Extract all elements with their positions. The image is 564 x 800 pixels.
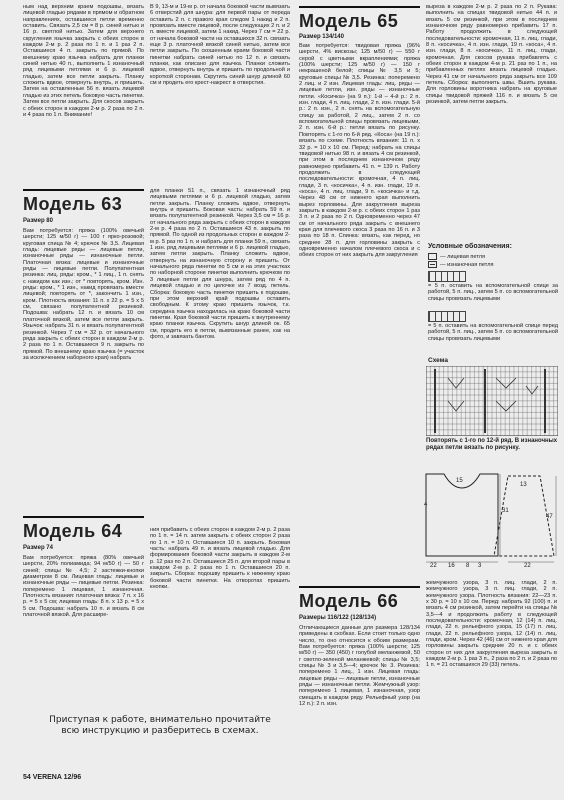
diagram-label-10: 15 [456,478,463,484]
model-66-sizes: Размеры 116/122 (128/134) [299,615,377,621]
schema-title: Схема [428,357,449,364]
diagram-label-3: 8 [466,563,470,568]
model-66-text: Отличающиеся данные для размера 128/134 приведены в скобках. Если стоит только одно число, то оно относится к обоим размерам. Вам потребуется: пряжа (100% шерсти; 125 м/50 г) — 350 (450) г голубой меланжевой, 50 г светло-зеленой меланжевой; спицы № 3,5; спицы № 3 и 3,5—4; крючок № 3. Резинка: поперемено 1 лиц., 1 изн. Лицевая гладь: лицевые ряды — лицевые петли, изнаночные ряды — изнаночные петли. Жемчужный узор: поперемено 1 лицевая, 1 изнаночная, узор смещать в каждом ряду. Рельефный узор (на 12 п.): 2 п. изн. [299,625,420,708]
model-66-rule [299,586,420,588]
model-65-rule [299,6,420,8]
model-65-title: Модель 65 [299,11,399,31]
model-64-title: Модель 64 [23,521,123,541]
diagram-label-2: 16 [448,563,455,568]
model-63-rule [23,189,144,191]
model-65-sizes: Размер 134/140 [299,34,344,40]
legend-row-knit: — лицевая петля [428,253,558,260]
garment-pattern-diagram [420,466,562,568]
diagram-label-7: 47 [546,514,553,520]
model-63-continuation-text: для планки 51 п., связать 1 изнаночный ряд лицевыми петлями и 6 р. лицевой гладью, затем петли закрыть. Планку сложить вдвое, отвернуть внутрь и пришить. Боковая часть: набрать 59 п. и вязать полупатентной резинкой. Через 3,5 см = 16 р. от начального ряда закрыть с обеих сторон в каждом 2-м р. 4 раза по 2 п. Оставшиеся 43 п. закрыть по прямой. По одной из продольных сторон в каждом 2-м р. 5 раз по 1 п. и набрать для планки 59 п., связать 1 изн. ряд лицевыми петлями и 6 р. лицевой гладью, затем петли закрыть. Планку сложить вдвое, отвернуть на изнаночную сторону и пришить. От начального ряда пинетки по 5 см и на этих участках по наборной стороне пинетки выполнить крючком по 3 лицевые петли для шнура, затем ряд по 4 п. лицевой гладью и по целочке из 7 возд. петель. Сборка: боковую часть пинетки пришить к подошве, при этом верхний край подошвы оставить свободным. К этому краю пришить язычок, т.к. середина язычка находилась на краю боковой части пинетки. Края боковой части пришить к внутреннему краю планки язычка. Скрутить шнур длиной ок. 65 см, продеть его в петли, вывязанные ранее, как на фото, и завязать бантом. [150,188,290,340]
cable-left-symbol [428,271,466,282]
diagram-label-1: 22 [430,563,437,568]
model-64-rule [23,516,144,518]
schema-note: Повторять с 1-го по 12-й ряд. В изнаночных рядах петли вязать по рисунку. [426,438,558,451]
diagram-label-8: 4 [424,502,428,508]
page-number: 54 VERENA 12/96 [23,774,82,781]
model-65-text: Вам потребуется: твидовая пряжа (96% шерсти, 4% вискозы; 125 м/50 г) — 550 г серой с цветными вкраплениями; пряжа (100% шерсти; 125 м/50 г) — 150 г некрашеной белой; спицы № 3,5 и 5; круговые спицы № 3,5. Резинка: поперемено 2 лиц. и 2 изн. Лицевая гладь: лиц. ряды — лицевые петли, изн. ряды — изнаночные петли. «Косичка» (на 9 п.): 1-й – 4-й р.: 2 п. изн. глади, 4 п. лиц. глади, 2 п. изн. глади. 5-й р.: 2 п. изн., 2 п. снять на вспомогательную спицу за работой, 2 лиц., затем 2 п. со вспомогательной спицы провязать лицевыми, 2 п. изн. 6-й р.: петли вязать по рисунку. Повторять с 1-го по 6-й ряд. «Коса» (на 19 п.): вязать по схеме. Плотность вязания: 11 п. х 32 р. = 10 х 10 см. Перед: набрать на спицы твидовой нитью 98 п. и вязать 4 см резинкой, при этом в последнем изнаночном ряду равномерно прибавить 41 п. = 139 п. Работу продолжить в следующей последовательности: кромочная, 4 п. лиц. глади, 3 п. «косичка», 4 п. изн. глади, 19 п. «коса», 4 п. лиц. глади, 9 п. «косичка» и т.д. Через 48 см от нижнего края выполнить вырез горловины. Для закругления выреза закрыть в каждом 2-м р. с обеих сторон 1 раз 3 п. и 2 раза по 2 п. Одновременно через 47 см от начального ряда закрыть с внешнего края для плечевого скоса 3 раза по 16 п. и 3 раза по 18 п. Спинка: вязать, как перед, но среднее 28 п. для горловины закрыть с одновременно началом плечевого скоса и с обеих сторон от них закрыть для закругления [299,43,420,259]
model-62-continuation-text-2: В 9, 13-м и 19-м р. от начала боковой части вывязать 6 отверстий для шнура: для первой пары от переда оставить 2 п. с правого края следом 1 накид и 2 п. провязать вместе лицевой, после следующих 2 п. и 2 п. вместе лицевой, затем 1 накид. Через 7 см = 22 р. от начала боковой части на оставшихся 32 п. связать еще 3 р. платочной вязкой синей нитью, затем все петли закрыть. По скошенным краям боковой части пинетки набрать синей нитью по 12 п. и связать планки, как описано для язычка. Планки сложить вдвое, отвернуть внутрь и пришить по продольной и короткой сторонам. Скрутить синий шнур длиной 60 см и продеть его крест-накрест в отверстия. [150,4,290,87]
legend-title: Условные обозначения: [428,243,512,250]
stitch-chart [426,366,558,436]
model-63-sizes: Размер 80 [23,218,53,224]
model-66-continuation-text: жемчужного узора, 3 п. лиц. глади, 2 п. жемчужного узора, 3 п. лиц. глади, 2 п. жемчужного узора. Плотность вязания: 22—23 п. х 30 р. = 10 х 10 см. Перед: набрать 92 (100) п. и вязать 4 см резинкой, затем перейти на спицы № 3,5—4 и продолжить работу в следующей последовательности: кромочная, 12 (14) п. лиц. глади, 22 п. рельефного узора, 15 (17) п. лиц. глади, 22 п. рельефного узора, 12 (14) п. лиц. глади, кром. Через 42 (46) см от нижнего края для горловины закрыть средние 20 п. и с обеих сторон от них для закругления выреза закрыть в каждом 2-м р. 1 раз 3 п., 2 раза по 2 п. и 2 раза по 1 п. = 21 оставшихся 29 (33) петель. [426,580,557,669]
model-65-continuation-text: выреза в каждом 2-м р. 2 раза по 2 п. Рукава: выполнить на спицах твидовой нитью 44 п. и вязать 5 см резинкой, при этом в последнем изнаночном ряду равномерно прибавить 17 п. Работу продолжить в следующей последовательности: кромочная, 11 п. лиц. глади, 8 п. «косичка», 4 п. изн. глади, 19 п. «коса», 4 п. изн. глади, 8 п. «косичка», 11 п. лиц. глади, кромочная. Для скосов рукава прибавлять с обеих сторон в каждом 4-м р. 21 раз по 1 п., на прибавленных петлях вязать лицевой гладью. Через 41 см от начального ряда закрыть все 109 петель. Сборка: выполнить швы. Вшить рукава. Для горловины воротника набрать на круговые спицы твидовой пряжей 116 п. и вязать 5 см резинкой, затем петли закрыть. [426,4,557,106]
model-64-text: Вам потребуется: пряжа (80% овечьей шерсти, 20% полиамида; 94 м/50 г) — 50 г синей; спицы № 4,5; 2 застежки-кнопки диаметром 8 см. Лицевая гладь: лицевые и изнаночные ряды — лицевые петли. Резинка: поперемено 1 лицевая, 1 изнаночная. Плотность вязания: платочная вязка: 7 п. х 16 р. = 5 х 5 см; лицевая гладь: 8 п. х 13 р. = 5 х 5 см. Подошва: набрать 10 п. и вязать 8 см платочной вязкой. Для расшире- [23,555,144,619]
legend-row-cable-right: = 5 п. оставить на вспомогательной спице перед работой, 5 п. лиц., затем 5 п. со вспомогательной спицы провязать лицевыми [428,323,558,342]
diagram-label-9: 13 [520,482,527,488]
diagram-label-5: 22 [524,563,531,568]
purl-stitch-symbol [428,261,437,268]
knit-stitch-symbol [428,253,437,260]
instruction-note: Приступая к работе, внимательно прочитайте всю инструкцию и разберитесь в схемах. [49,715,271,736]
model-66-title: Модель 66 [299,591,399,611]
cable-right-symbol [428,311,466,322]
legend-row-cable-left: = 5 п. оставить на вспомогательной спице за работой, 5 п. лиц., затем 5 п. со вспомогательной спицы провязать лицевыми [428,283,558,302]
model-63-title: Модель 63 [23,194,123,214]
model-64-sizes: Размер 74 [23,545,53,551]
model-64-continuation-text: ния прибавить с обеих сторон в каждом 2-м р. 2 раза по 1 п. = 14 п. затем закрыть с обеих сторон 2 раза по 1 п. = 10 п. Оставшиеся 10 п. закрыть. Боковая часть: набрать 49 п. и вязать лицевой гладью. Для формирования боковой части закрыть в каждом 2-м р. 12 раз по 2 п. Оставшиеся 25 п. для второй пары в каждом 2-м р. 2 раза по 1 п. Оставшиеся 20 п. закрыть. Сборка: подошву пришить к нижнему краю боковой части пинетки. На отворотах пришить кнопки. [150,527,290,591]
legend-row-purl: — изнаночная петля [428,261,558,268]
diagram-label-6: 31 [502,508,509,514]
model-62-continuation-text: ным над верхним краем подошвы, вязать лицевой гладью рядами в прямом и обратном направлениях, оставшиеся петли временно оставить. Связать 2,5 см = 8 р. синей нитью и 16 р. светлой нитью. Затем для верхнего скругления язычка закрыть с обеих сторон в каждом 2-м р. 2 раза по 1 п. и 1 раз 2 п. Оставшиеся 4 п. закрыть по прямой. По внешнему краю язычка набрать для планки синей нитью 40 п., выполнить 1 изнаночный ряд лицевыми петлями и 6 р. лицевой гладью, затем все петли закрыть. Планку сложить вдвое, отвернуть внутрь, и пришить. Затем на оставленные 56 п. вязать лицевой гладью из этих петель боковую часть пинетки. Затем все петли закрыть. Для скосов закрыть с обеих сторон в каждом 2-м р. 2 раза по 2 п. и 4 раза по 1 п. Внимание! [23,4,144,118]
diagram-label-4: 3 [478,563,482,568]
model-63-text: Вам потребуется: пряжа (100% овечьей шерсти; 125 м/50 г) — 100 г ярко-розовой; круговая спица № 4; крючок № 3,5. Лицевая гладь: лицевые ряды — лицевые петли, изнаночные ряды — изнаночные петли. Платочная вязка: лицевые и изнаночные ряды — лицевые петли. Полупатентная резинка: лиц. ряды: кром., * 1 лиц., 1 п. снять с накидом как изн.; от * повторять, кром. Изн. ряды: кром., * 1 изн., накид провязать вместе лицевой; повторять от *, закончить 1 изн., кром. Плотность вязания: 11 п. х 22 р. = 5 х 5 см, связано полупатентной резинкой. Подошва: набрать 12 п. и вязать 10 см платочной вязкой, затем все петли закрыть. Язычок: набрать 31 п. и вязать полупатентной резинкой. Через 7 см = 32 р. от начального ряда закрыть с обеих сторон в каждом 2-м р. 2 раза по 1 п. Оставшиеся 9 п. закрыть по прямой. По внешнему краю язычка (= участок за исключением наборного края) набрать [23,228,144,361]
